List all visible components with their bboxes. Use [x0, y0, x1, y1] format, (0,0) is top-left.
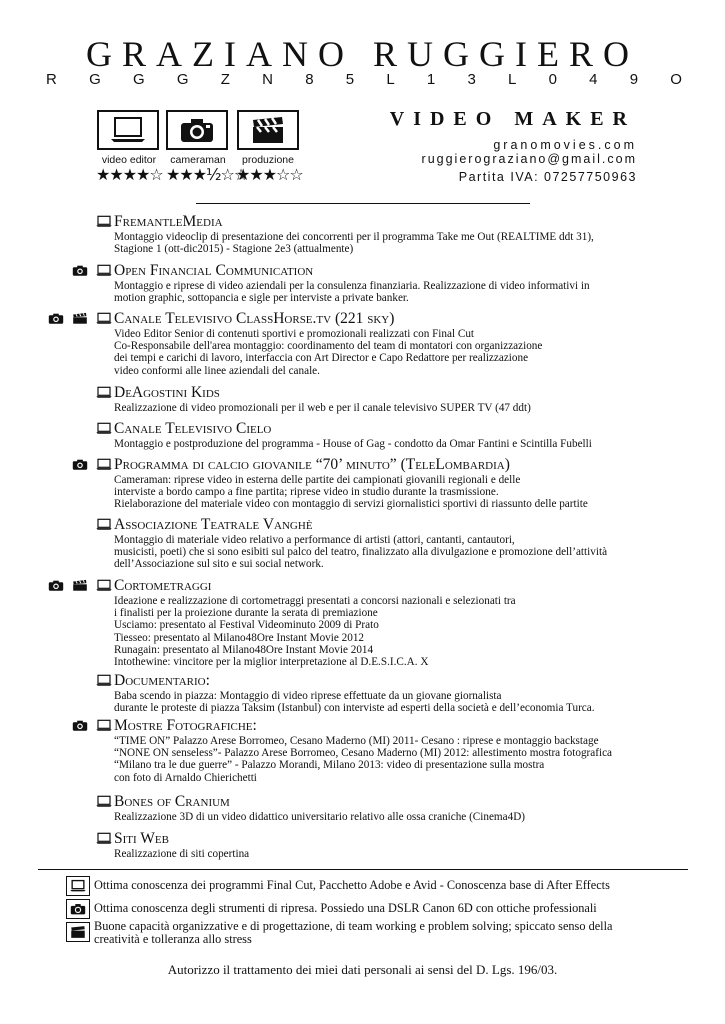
tax-code-char: Z: [220, 71, 230, 88]
tax-code-char: R: [46, 71, 57, 88]
experience-description: [114, 690, 657, 714]
description-line: Co-Responsabile dell'area montaggio: coordinamento del team di montatori con organizzazione: [114, 340, 543, 353]
footer-divider: [38, 869, 688, 870]
description-line: Ideazione e realizzazione di cortometraggi presentati a concorsi nazionali e selezionati tra: [114, 595, 516, 607]
description-line: Tiesseo: presentato al Milano48Ore Instant Movie 2012: [114, 631, 365, 644]
laptop-icon: [96, 386, 112, 404]
footer-camera-box: [66, 899, 90, 919]
tax-code-char: 9: [629, 71, 639, 88]
tax-code-char: 4: [589, 71, 598, 88]
description-line: Realizzazione di video promozionali per il web e per il canale televisivo SUPER TV (47 ddt): [114, 402, 531, 414]
camera-icon: [48, 579, 64, 597]
description-line: Cameraman: riprese video in esterna delle partite dei campionati giovanili regionali e delle: [114, 474, 521, 486]
tax-code-char: 0: [548, 71, 557, 88]
laptop-icon: [96, 458, 112, 476]
tax-code-char: L: [386, 71, 395, 88]
skill-rating-production: ★★★☆☆: [236, 165, 303, 184]
clapperboard-icon: [248, 115, 288, 145]
description-line: interviste a bordo campo a fine partita; riprese video in studio durante la trasmissione.: [114, 486, 499, 499]
tax-code-char: G: [132, 71, 145, 88]
experience-title: Open Financial Communication: [114, 262, 314, 279]
camera-icon: [72, 719, 88, 737]
laptop-icon: [108, 115, 148, 145]
video-editor-skill-box: [97, 110, 159, 150]
footer-laptop-box: [66, 876, 90, 896]
description-line: Montaggio videoclip di presentazione dei concorrenti per il programma Take me Out (REALTIME ddt 31),: [114, 231, 594, 243]
clapperboard-icon: [72, 579, 88, 597]
footer-clapper-box: [66, 922, 90, 942]
experience-title: Documentario:: [114, 672, 210, 689]
skill-label-video-editor: video editor: [101, 154, 157, 166]
description-line: Runagain: presentato al Milano48Ore Instant Movie 2014: [114, 643, 374, 656]
laptop-icon: [96, 795, 112, 813]
footer-soft-skills: Buone capacità organizzative e di progettazione, di team working e problem solving; spiccato senso della creatività e tolleranza allo stress: [94, 919, 613, 946]
description-line: Montaggio e postproduzione del programma - House of Gag - condotto da Omar Fantini e Scintilla Fubelli: [114, 438, 592, 450]
tax-code-char: 3: [467, 71, 476, 88]
clapperboard-icon: [69, 925, 87, 939]
experience-title: DeAgostini Kids: [114, 384, 220, 401]
skill-label-cameraman: cameraman: [170, 154, 226, 166]
tax-code-char: 1: [426, 71, 436, 88]
experience-title: Siti Web: [114, 830, 169, 847]
experience-description: [114, 280, 657, 304]
experience-title: Bones of Cranium: [114, 793, 230, 810]
description-line: “TIME ON” Palazzo Arese Borromeo, Cesano Maderno (MI) 2011- Cesano : riprese e montaggio backstage: [114, 735, 599, 747]
laptop-icon: [96, 312, 112, 330]
experience-description: [114, 328, 657, 377]
laptop-icon: [96, 832, 112, 850]
description-line: durante le proteste di piazza Taksim (Istanbul) con interviste ad esperti della società e dell’economia Turca.: [114, 702, 595, 715]
laptop-icon: [96, 422, 112, 440]
footer-camera-skills: Ottima conoscenza degli strumenti di ripresa. Possiedo una DSLR Canon 6D con ottiche professionali: [94, 901, 597, 915]
experience-description: [114, 231, 657, 255]
privacy-consent: Autorizzo il trattamento dei miei dati personali ai sensi del D. Lgs. 196/03.: [167, 962, 558, 977]
description-line: “NONE ON senseless”- Palazzo Arese Borromeo, Cesano Maderno (MI) 2012: allestimento mostra fotografica: [114, 747, 613, 760]
tax-code-char: O: [670, 71, 682, 88]
experience-description: [114, 438, 657, 450]
experience-description: [114, 848, 657, 860]
skill-label-production: produzione: [242, 154, 294, 166]
email[interactable]: ruggierograziano@gmail.com: [421, 152, 637, 166]
header-divider: [196, 203, 530, 204]
description-line: Montaggio di materiale video relativo a performance di artisti (attori, cantanti, cantautori,: [114, 534, 515, 546]
experience-title: Cortometraggi: [114, 577, 212, 594]
tax-code-char: L: [508, 71, 517, 88]
camera-icon: [48, 312, 64, 330]
laptop-icon: [96, 264, 112, 282]
description-line: Realizzazione di siti copertina: [114, 848, 250, 860]
camera-icon: [69, 902, 87, 916]
description-line: Stagione 1 (ott-dic2015) - Stagione 2e3 (attualmente): [114, 243, 354, 256]
laptop-icon: [96, 518, 112, 536]
skill-rating-video-editor: ★★★★☆: [96, 165, 163, 184]
camera-icon: [177, 115, 217, 145]
experience-description: [114, 811, 657, 823]
tax-code-char: 8: [305, 71, 314, 88]
cameraman-skill-box: [166, 110, 228, 150]
website[interactable]: granomovies.com: [493, 138, 637, 152]
laptop-icon: [69, 879, 87, 893]
laptop-icon: [96, 215, 112, 233]
description-line: Video Editor Senior di contenuti sportivi e promozionali realizzati con Final Cut: [114, 328, 475, 340]
description-line: dell’Associazione sul sito e sui social network.: [114, 558, 324, 571]
experience-title: Canale Televisivo Cielo: [114, 420, 272, 437]
experience-description: [114, 474, 657, 511]
footer-software-skills: Ottima conoscenza dei programmi Final Cut, Pacchetto Adobe e Avid - Conoscenza base di After Effects: [94, 878, 610, 892]
laptop-icon: [96, 719, 112, 737]
experience-title: Mostre Fotografiche:: [114, 717, 257, 734]
description-line: video conformi alle linee aziendali del canale.: [114, 364, 320, 377]
description-line: Baba scendo in piazza: Montaggio di video riprese effettuate da un giovane giornalista: [114, 690, 502, 702]
clapperboard-icon: [72, 312, 88, 330]
tax-code-char: G: [89, 71, 101, 88]
description-line: i finalisti per la proiezione durante la serata di premiazione: [114, 607, 378, 620]
experience-description: [114, 402, 657, 414]
experience-description: [114, 595, 657, 668]
candidate-name: GRAZIANO RUGGIERO: [86, 34, 639, 74]
job-title: VIDEO MAKER: [389, 108, 636, 130]
experience-title: Canale Televisivo ClassHorse.tv (221 sky): [114, 310, 395, 327]
description-line: dei tempi e carichi di lavoro, interfaccia con Art Director e Capo Redattore per realizzazione: [114, 352, 529, 365]
laptop-icon: [96, 579, 112, 597]
production-skill-box: [237, 110, 299, 150]
description-line: motion graphic, sottopancia e sigle per interviste a private banker.: [114, 292, 409, 305]
description-line: Rielaborazione del materiale video con montaggio di servizi giornalistici sportivi di riassunto delle partite: [114, 498, 588, 511]
description-line: Intothewine: vincitore per la miglior interpretazione al D.E.S.I.C.A. X: [114, 656, 429, 669]
description-line: Realizzazione 3D di un video didattico universitario relativo alle ossa craniche (Cinema4D): [114, 811, 525, 823]
tax-code-char: G: [176, 71, 189, 88]
laptop-icon: [96, 674, 112, 692]
camera-icon: [72, 458, 88, 476]
description-line: musicisti, poeti) che si sono esibiti sul palco del teatro, finalizzato alla divulgazione e promozione dell’attività: [114, 546, 608, 559]
description-line: Usciamo: presentato al Festival Videominuto 2009 di Prato: [114, 619, 379, 632]
description-line: “Milano tra le due guerre” - Palazzo Morandi, Milano 2013: video di presentazione sulla mostra: [114, 759, 545, 772]
tax-code: [46, 71, 682, 89]
experience-title: Programma di calcio giovanile “70’ minuto” (TeleLombardia): [114, 456, 510, 473]
tax-code-char: 5: [345, 71, 355, 88]
experience-title: FremantleMedia: [114, 213, 223, 230]
camera-icon: [72, 264, 88, 282]
experience-description: [114, 534, 657, 571]
vat-number: Partita IVA: 07257750963: [458, 170, 637, 184]
tax-code-char: N: [262, 71, 273, 88]
description-line: con foto di Arnaldo Chierichetti: [114, 771, 257, 784]
skill-rating-cameraman: ★★★½☆☆: [166, 165, 248, 184]
description-line: Montaggio e riprese di video aziendali per la consulenza finanziaria. Realizzazione di video informativi in: [114, 280, 590, 292]
experience-title: Associazione Teatrale Vanghè: [114, 516, 313, 533]
experience-description: [114, 735, 657, 784]
